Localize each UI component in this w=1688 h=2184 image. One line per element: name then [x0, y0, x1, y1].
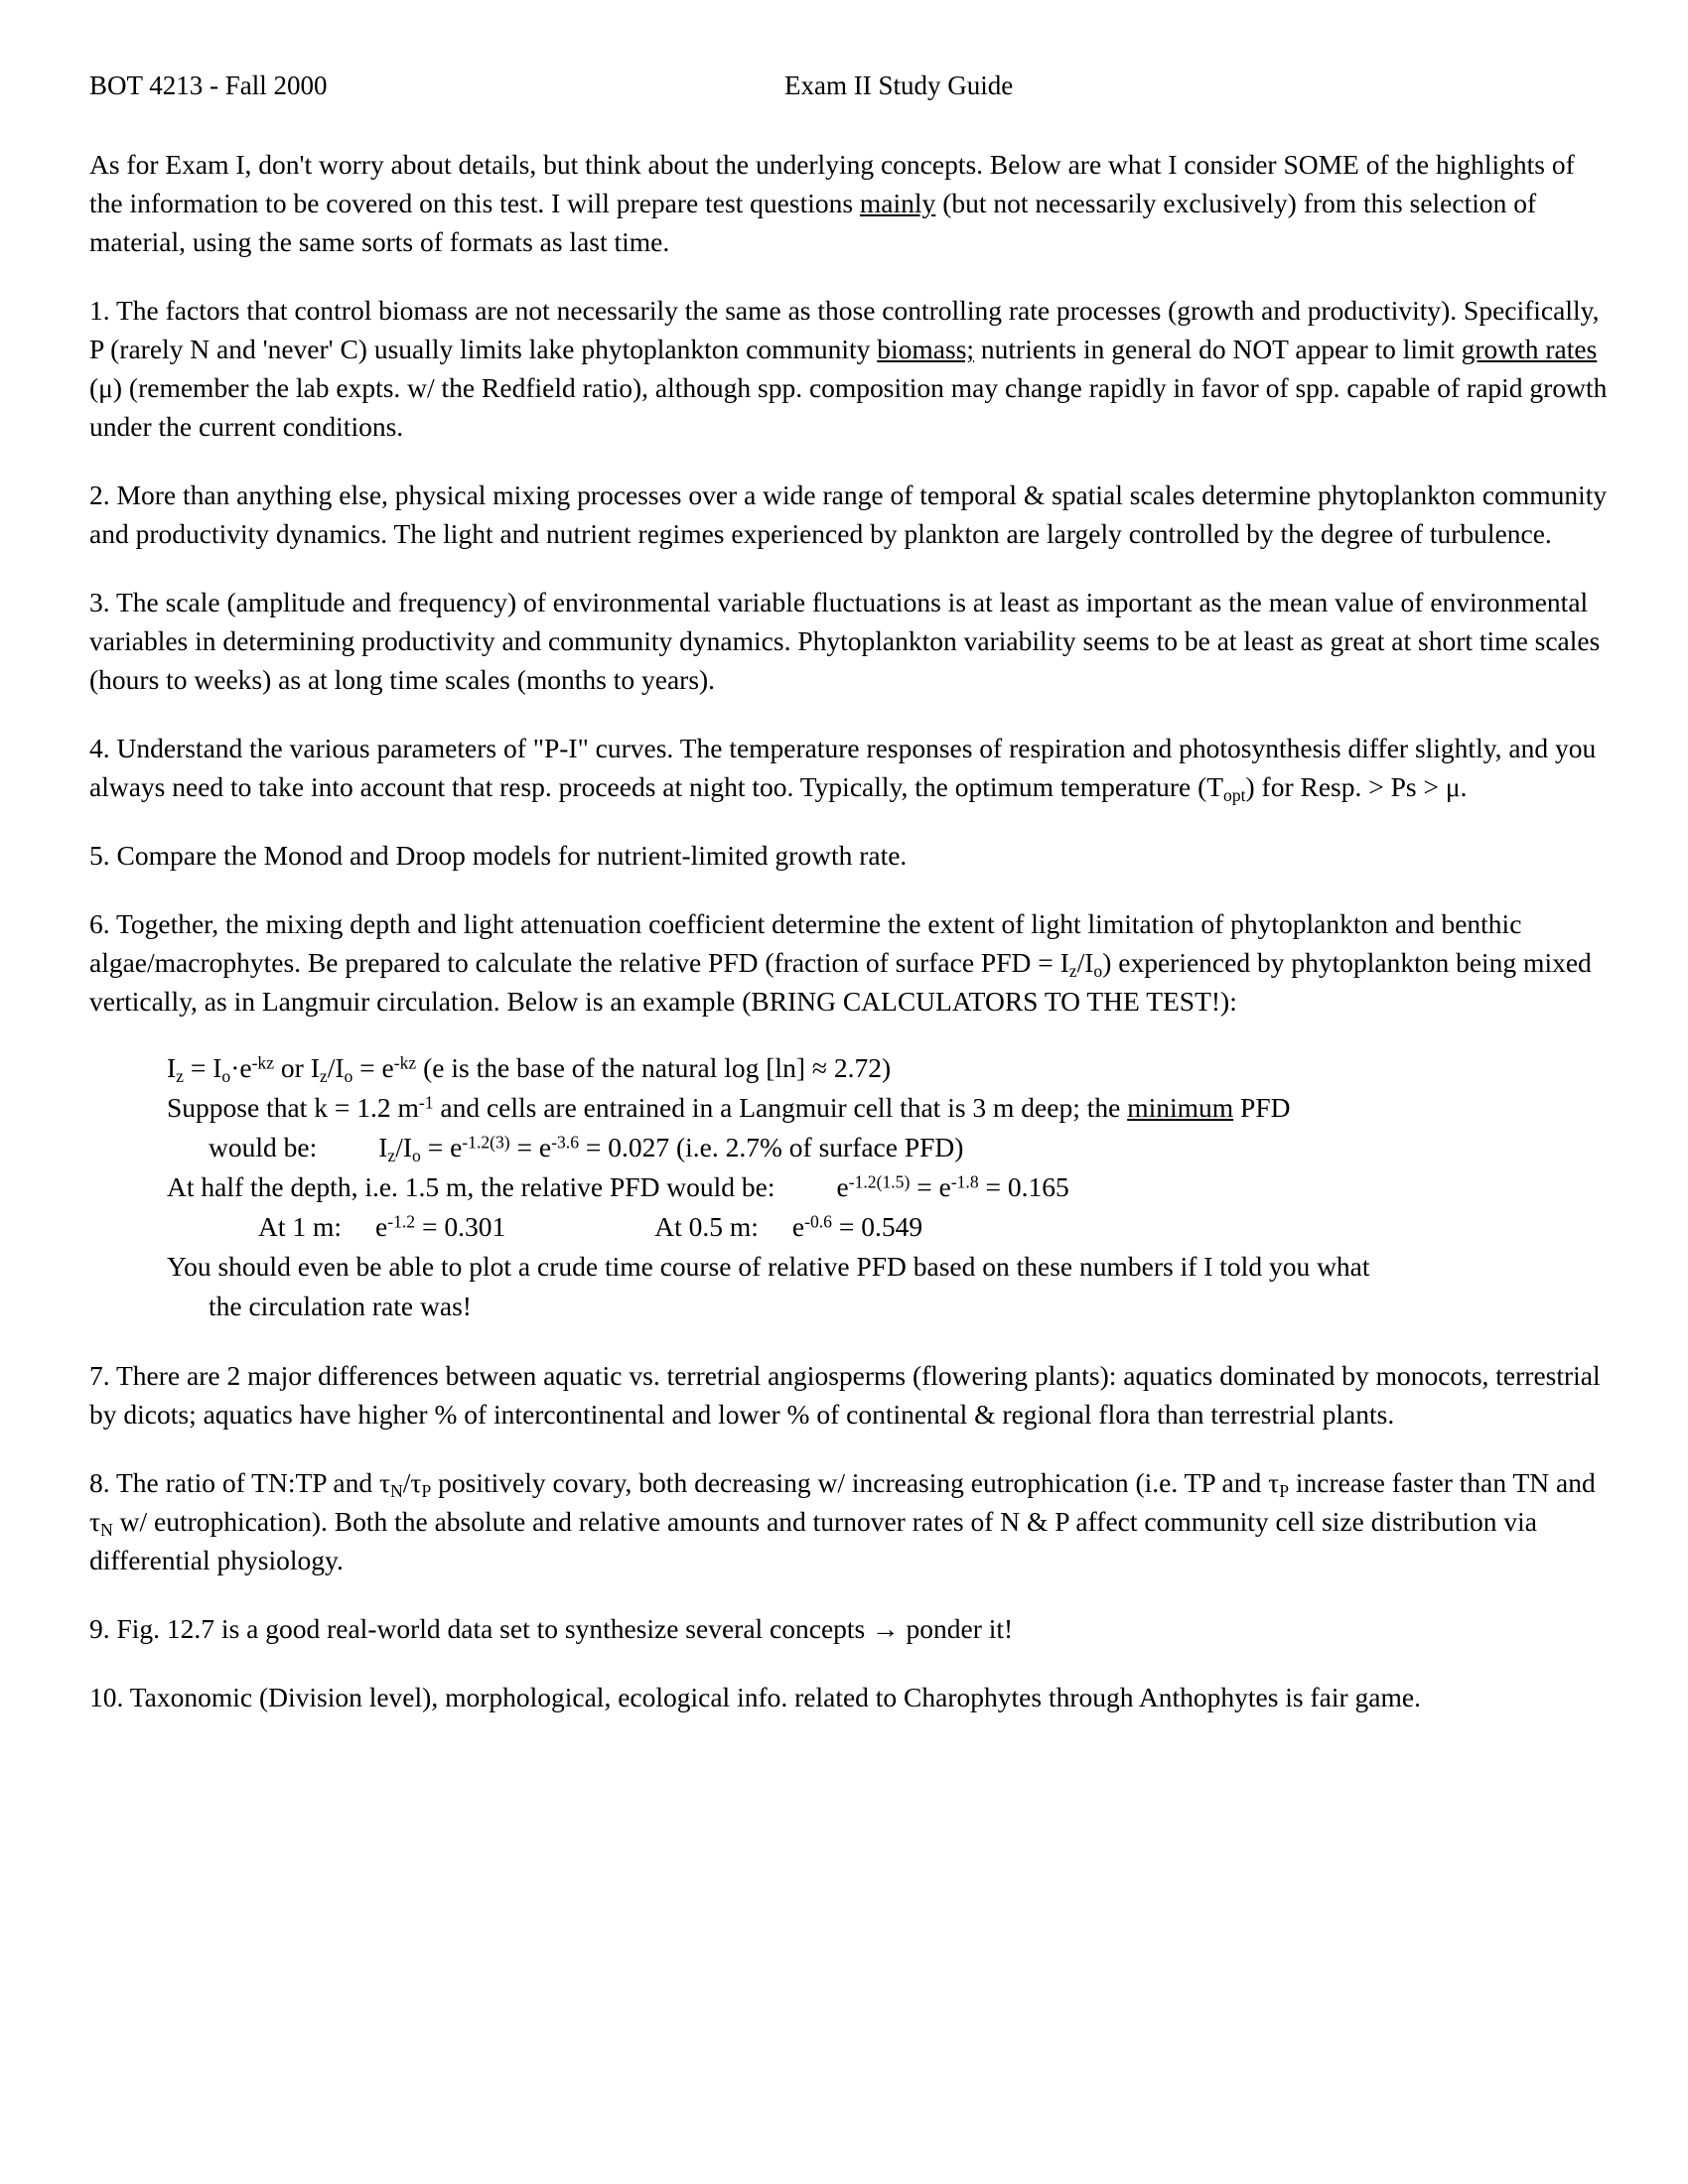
item-4 — [89, 729, 1611, 806]
formula-5-label-1m: At 1 m: — [258, 1211, 343, 1243]
formula-3-label: would be: — [209, 1132, 318, 1163]
item-8-sub-n-2: N — [100, 1520, 113, 1541]
intro-text-part1: As for Exam I, don't worry about details, but think about the underlying concepts. Below are what I consider SOME of the highlights of the information to be covered on this test. I will prepare test questions — [89, 149, 1575, 219]
formula-3-sub-z: z — [387, 1146, 396, 1166]
formula-4-sup2: -1.8 — [950, 1171, 979, 1192]
page-header — [89, 69, 1611, 101]
item-6-subscript-o: o — [1093, 961, 1103, 982]
formula-line-2 — [89, 1088, 1611, 1128]
item-8-part2: /τ — [402, 1467, 422, 1499]
formula-5-sup2: -0.6 — [804, 1211, 832, 1232]
formula-5-value2: = 0.549 — [831, 1211, 923, 1243]
formula-1-sub-z: z — [176, 1066, 184, 1087]
formula-4-part1: At half the depth, i.e. 1.5 m, the relative PFD would be: — [167, 1171, 775, 1203]
intro-text-part2: (but not necessarily exclusively) from this selection of material, using the same sorts of formats as last time. — [89, 188, 1537, 258]
item-6-subscript-z: z — [1068, 961, 1077, 982]
item-8-sub-p-1: P — [421, 1481, 432, 1502]
formula-1-or: or I — [274, 1052, 320, 1084]
item-3: 3. The scale (amplitude and frequency) of environmental variable fluctuations is at least as important as the mean value of environmental variables in determining productivity and community dynamics. Phytoplankton variability seems to be at least as great at short time scales (hours to weeks) as at long time scales (months to years). — [89, 587, 1601, 696]
item-1 — [89, 291, 1611, 446]
header-title: Exam II Study Guide — [784, 70, 1014, 100]
item-8 — [89, 1463, 1611, 1579]
formula-5-value1: = 0.301 — [415, 1211, 506, 1243]
item-10: 10. Taxonomic (Division level), morphological, ecological info. related to Charophytes through Anthophytes is fair game. — [89, 1682, 1421, 1713]
item-8-sub-n-1: N — [390, 1481, 403, 1502]
formula-5-e2: e — [791, 1211, 805, 1243]
formula-2-sup-minus1: -1 — [418, 1092, 434, 1113]
formula-2-part3: PFD — [1233, 1092, 1291, 1124]
formula-3-i: I — [378, 1132, 388, 1163]
formula-line-6a: You should even be able to plot a crude time course of relative PFD based on these numbers if I told you what — [167, 1251, 1370, 1283]
formula-4-tail: = 0.165 — [978, 1171, 1069, 1203]
formula-4-e1: e — [836, 1171, 849, 1203]
item-8-part5: w/ eutrophication). Both the absolute and relative amounts and turnover rates of N & P affect community cell size distribution via differential physiology. — [89, 1506, 1537, 1576]
item-4-subscript-opt: opt — [1223, 785, 1246, 806]
formula-3-tail: = 0.027 (i.e. 2.7% of surface PFD) — [579, 1132, 964, 1163]
formula-5-e1: e — [375, 1211, 388, 1243]
formula-1-i: I — [167, 1052, 177, 1084]
item-6-part1: 6. Together, the mixing depth and light attenuation coefficient determine the extent of light limitation of phytoplankton and benthic algae/macrophytes. Be prepared to calculate the relative PFD (fraction of surface PFD = I — [89, 908, 1522, 979]
formula-1-tail: (e is the base of the natural log [ln] ≈ 2.72) — [416, 1052, 892, 1084]
formula-1-ratio: /I — [327, 1052, 345, 1084]
formula-5-sup1: -1.2 — [387, 1211, 416, 1232]
item-7: 7. There are 2 major differences between aquatic vs. terretrial angiosperms (flowering plants): aquatics dominated by monocots, terrestrial by dicots; aquatics have higher % of intercontinental and lower % of continental & regional flora than terrestrial plants. — [89, 1360, 1601, 1431]
item-6 — [89, 904, 1611, 1021]
item-8-part1: 8. The ratio of TN:TP and τ — [89, 1467, 391, 1499]
formula-3-sub-o: o — [412, 1146, 421, 1166]
item-4-part2: ) for Resp. > Ps > μ. — [1245, 771, 1468, 803]
item-4-part1: 4. Understand the various parameters of "P-I" curves. The temperature responses of respiration and photosynthesis differ slightly, and you always need to take into account that resp. proceeds at night too. Typically, the optimum temperature (T — [89, 733, 1597, 803]
item-9: 9. Fig. 12.7 is a good real-world data set to synthesize several concepts → ponder it! — [89, 1613, 1014, 1645]
item-1-underline-growth-rates: growth rates — [1461, 334, 1598, 365]
formula-2-underline-minimum: minimum — [1127, 1092, 1234, 1124]
formula-1-sup-kz2: -kz — [393, 1052, 417, 1073]
formula-line-5 — [89, 1207, 1611, 1247]
item-5: 5. Compare the Monod and Droop models for nutrient-limited growth rate. — [89, 840, 908, 872]
formula-2-part1: Suppose that k = 1.2 m — [167, 1092, 419, 1124]
formula-1-sup-kz: -kz — [251, 1052, 275, 1073]
formula-1-sub-o: o — [221, 1066, 231, 1087]
intro-paragraph — [89, 145, 1611, 261]
item-1-part3: (μ) (remember the lab expts. w/ the Redfield ratio), although spp. composition may change rapidly in favor of spp. capable of rapid growth under the current conditions. — [89, 372, 1608, 443]
formula-3-sup1: -1.2(3) — [462, 1132, 510, 1153]
item-8-part4: increase faster than TN and τ — [89, 1467, 1596, 1538]
item-2: 2. More than anything else, physical mixing processes over a wide range of temporal & spatial scales determine phytoplankton community and productivity dynamics. The light and nutrient regimes experienced by plankton are largely controlled by the degree of turbulence. — [89, 479, 1608, 550]
formula-1-sub-z2: z — [319, 1066, 328, 1087]
item-1-part1: 1. The factors that control biomass are not necessarily the same as those controlling rate processes (growth and productivity). Specifically, P (rarely N and 'never' C) usually limits lake phytoplankton community — [89, 295, 1600, 365]
formula-4-sup1: -1.2(1.5) — [848, 1171, 911, 1192]
formula-3-eq2: = e — [509, 1132, 552, 1163]
formula-2-part2: and cells are entrained in a Langmuir cell that is 3 m deep; the — [433, 1092, 1128, 1124]
formula-3-ratio: /I — [395, 1132, 413, 1163]
formula-line-6b: the circulation rate was! — [209, 1291, 472, 1322]
formula-1-eq2: = e — [352, 1052, 394, 1084]
formula-3-sup2: -3.6 — [551, 1132, 579, 1153]
item-1-part2: nutrients in general do NOT appear to limit — [974, 334, 1462, 365]
item-8-part3: positively covary, both decreasing w/ increasing eutrophication (i.e. TP and τ — [431, 1467, 1280, 1499]
formula-4-eq1: = e — [910, 1171, 951, 1203]
formula-1-eq: = I — [183, 1052, 222, 1084]
header-course: BOT 4213 - Fall 2000 — [89, 70, 328, 100]
formula-line-1 — [89, 1048, 1611, 1088]
formula-5-label-05m: At 0.5 m: — [654, 1211, 759, 1243]
item-6-slash-i: /I — [1076, 947, 1094, 979]
formula-3-eq1: = e — [420, 1132, 463, 1163]
formula-1-sub-o2: o — [344, 1066, 353, 1087]
item-1-underline-biomass: biomass; — [877, 334, 975, 365]
item-6-part2: ) experienced by phytoplankton being mixed vertically, as in Langmuir circulation. Below is an example (BRING CALCULATORS TO THE TEST!): — [89, 947, 1592, 1018]
intro-emphasis-mainly: mainly — [859, 188, 936, 219]
formula-1-dot-e: ·e — [230, 1052, 252, 1084]
formula-line-3 — [89, 1128, 1611, 1167]
formula-line-4 — [89, 1167, 1611, 1207]
item-8-sub-p-2: P — [1279, 1481, 1289, 1502]
